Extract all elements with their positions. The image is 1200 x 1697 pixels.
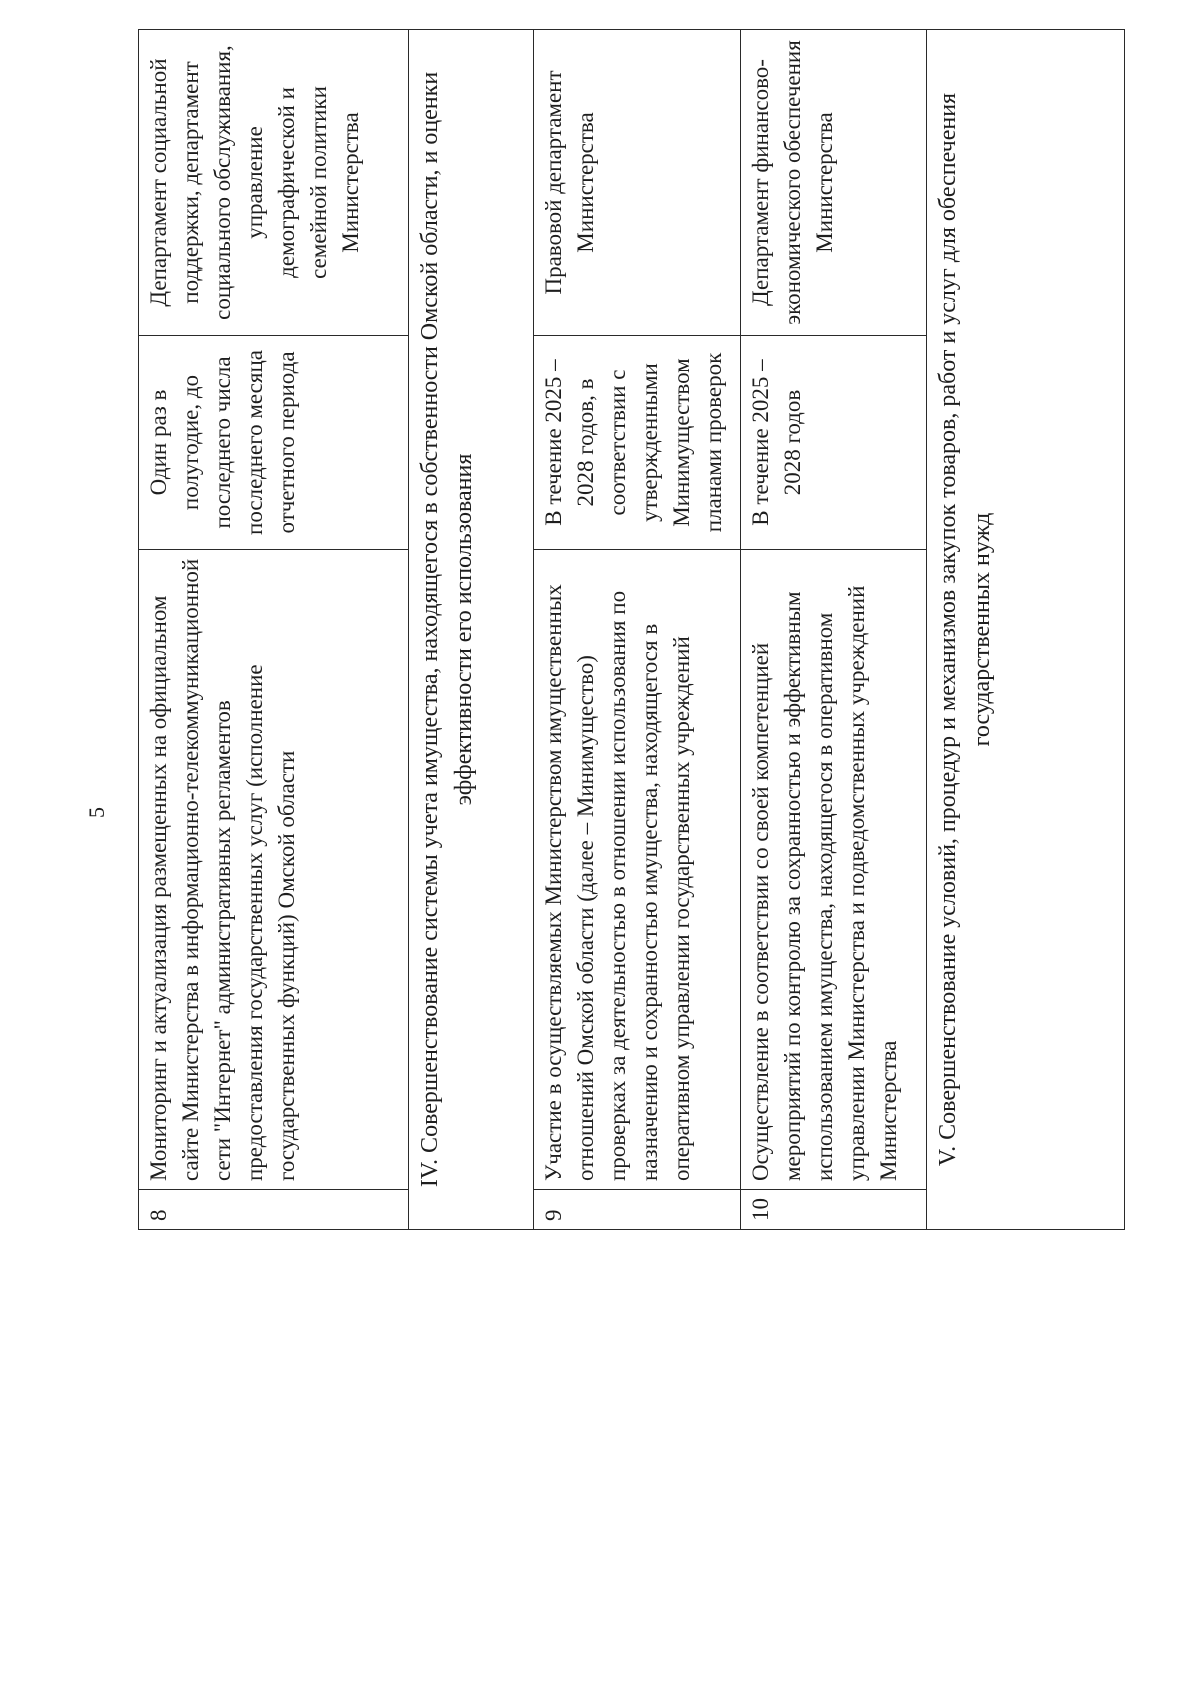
measure-term: В течение 2025 – 2028 годов — [741, 336, 927, 550]
section-heading: V. Совершенствование условий, процедур и механизмов закупок товаров, работ и услуг для обеспечения государственных нужд — [927, 30, 1125, 1230]
measure-responsible: Департамент финансово-экономического обеспечения Министерства — [741, 30, 927, 336]
section-row — [409, 30, 534, 1230]
section-row — [927, 30, 1125, 1230]
table-row — [534, 30, 741, 1230]
measures-table — [138, 29, 1125, 1230]
page-number: 5 — [84, 807, 109, 818]
row-number: 10 — [741, 1190, 927, 1230]
measure-term: Один раз в полугодие, до последнего числа последнего месяца отчетного периода — [139, 336, 409, 550]
row-number: 8 — [139, 1190, 409, 1230]
measure-term: В течение 2025 – 2028 годов, в соответствии с утвержденными Минимуществом планами проверок — [534, 336, 741, 550]
measure-text: Участие в осуществляемых Министерством имущественных отношений Омской области (далее – Минимущество) проверках за деятельностью в отношении использования по назначению и сохранностью имущества, находящегося в оперативном управлении государственных учреждений — [534, 550, 741, 1190]
section-heading: IV. Совершенствование системы учета имущества, находящегося в собственности Омской области, и оценки эффективности его использования — [409, 30, 534, 1230]
measure-text: Осуществление в соответствии со своей компетенцией мероприятий по контролю за сохранностью и эффективным использованием имущества, находящегося в оперативном управлении Министерства и подведомственных учреждений Министерства — [741, 550, 927, 1190]
rotated-page-content — [138, 30, 1125, 1230]
measure-responsible: Департамент социальной поддержки, департамент социального обслуживания, управление демографической и семейной политики Министерства — [139, 30, 409, 336]
table-row — [741, 30, 927, 1230]
row-number: 9 — [534, 1190, 741, 1230]
measure-responsible: Правовой департамент Министерства — [534, 30, 741, 336]
measure-text: Мониторинг и актуализация размещенных на официальном сайте Министерства в информационно-телекоммуникационной сети "Интернет" административных регламентов предоставления государственных услуг (исполнение государственных функций) Омской области — [139, 550, 409, 1190]
table-row — [139, 30, 409, 1230]
